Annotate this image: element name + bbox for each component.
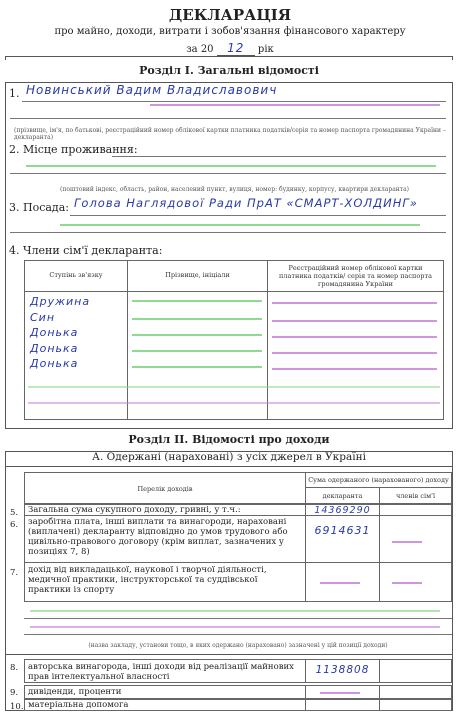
item-2-note: (поштовий індекс, область, район, населений пункт, вулиця, номер: будинку, корпусу, квартири декларанта)	[60, 186, 410, 193]
family-col-relation: Ступінь зв'язку	[49, 271, 103, 279]
family-relation: Дружина	[30, 295, 91, 308]
item-4-label: 4. Члени сім'ї декларанта:	[9, 244, 163, 257]
row-5-text: Загальна сума сукупного доходу, гривні, у т.ч.:	[28, 505, 241, 515]
income-col-sum: Сума одержаного (нарахованого) доходу	[308, 476, 449, 484]
family-relation: Син	[30, 310, 56, 324]
year-value: 12	[217, 41, 255, 56]
row-6-text: заробітна плата, інші виплати та винагороди, нараховані (виплачені) декларанту відповідно до умов трудового або цивільно-правового договору (крім виплат, зазначених у позиціях 7, 8)	[28, 517, 288, 557]
row-5-declarant-value: 14369290	[314, 505, 371, 516]
row-7-note: (назва закладу, установи тощо, в яких одержано (нараховано) зазначені у цій позиції доходи)	[88, 642, 388, 649]
family-relation: Донька	[30, 326, 79, 339]
subsection-a-title: А. Одержані (нараховані) з усіх джерел в Україні	[92, 451, 366, 463]
family-col-tax-id: Реєстраційний номер облікової картки платника податків/ серія та номер паспорта громадянина України	[279, 264, 432, 288]
row-8-text: авторська винагорода, інші доходи від реалізації майнових прав інтелектуальної власності	[28, 662, 294, 682]
income-col-list: Перелік доходів	[137, 485, 193, 493]
declaration-year	[0, 41, 460, 56]
row-9-num: 9.	[10, 688, 19, 698]
income-col-family: членів сім'ї	[395, 492, 436, 500]
row-7-num: 7.	[10, 568, 19, 578]
row-9-text: дивіденди, проценти	[28, 687, 122, 697]
document-title: ДЕКЛАРАЦІЯ	[168, 6, 292, 24]
item-3-label: 3. Посада:	[9, 201, 69, 214]
row-10-num: 10.	[10, 702, 24, 712]
row-10-text: матеріальна допомога	[28, 700, 129, 710]
family-relation: Донька	[30, 341, 79, 355]
family-relations-list	[30, 294, 90, 372]
family-relation: Донька	[30, 357, 79, 370]
position-value: Голова Наглядової Ради ПрАТ «СМАРТ-ХОЛДИНГ»	[74, 196, 418, 210]
item-1-label: 1.	[9, 87, 20, 100]
row-5-num: 5.	[10, 508, 19, 518]
item-1-note: (прізвище, ім'я, по батькові, реєстраційний номер облікової картки платника податків/серія та номер паспорта громадянина України – декларанта)	[14, 127, 446, 141]
row-8-declarant-value: 1138808	[315, 664, 370, 676]
declarant-name: Новинський Вадим Владиславович	[26, 83, 278, 97]
row-7-text: дохід від викладацької, наукової і творчої діяльності, медичної практики, інструкторської та суддівської практики із спорту	[28, 565, 267, 595]
row-8-num: 8.	[10, 663, 19, 673]
family-col-name: Прізвище, ініціали	[165, 271, 230, 279]
row-6-num: 6.	[10, 520, 19, 530]
row-6-declarant-value: 6914631	[314, 524, 371, 537]
document-subtitle: про майно, доходи, витрати і зобов'язання фінансового характеру	[54, 26, 406, 37]
year-prefix: за 20	[186, 44, 214, 55]
year-suffix: рік	[257, 44, 274, 55]
item-2-label: 2. Місце проживання:	[9, 143, 138, 156]
income-col-declarant: декларанта	[322, 492, 363, 500]
section-2-title: Розділ ІІ. Відомості про доходи	[5, 428, 453, 452]
section-1-title: Розділ І. Загальні відомості	[5, 60, 453, 83]
